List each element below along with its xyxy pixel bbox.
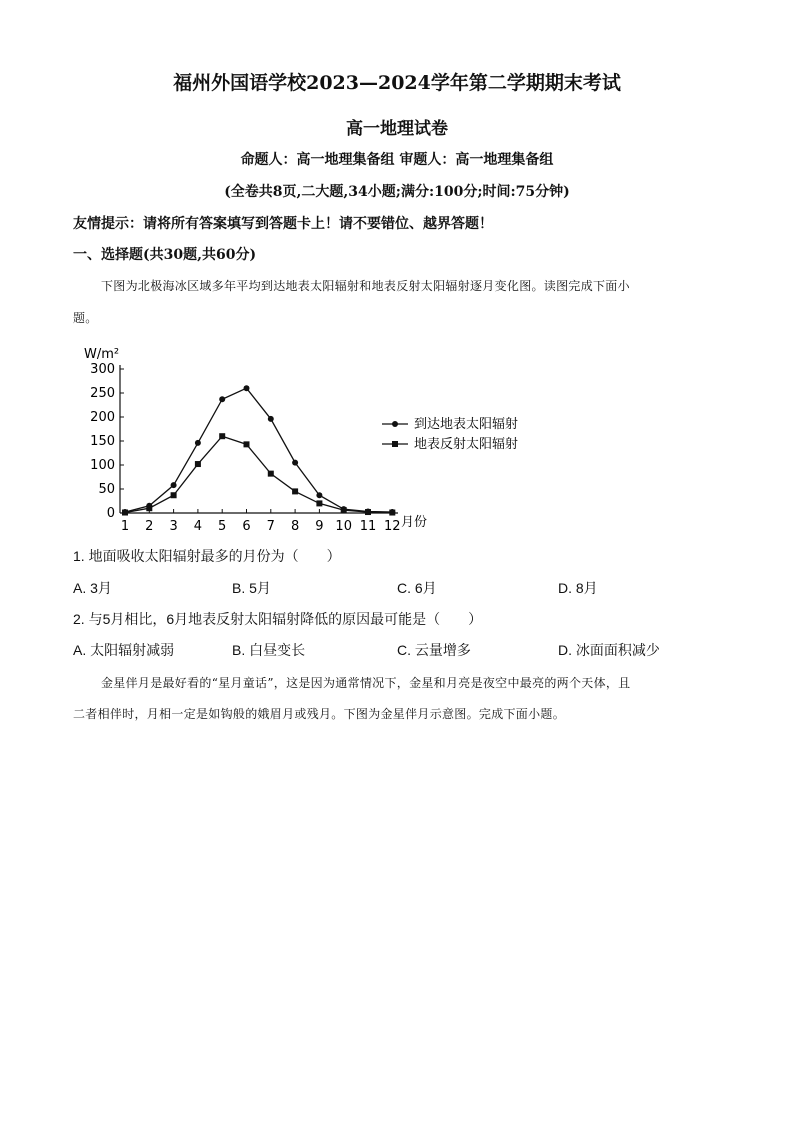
question-1-option-a[interactable]: A. 3月: [73, 580, 112, 596]
data-point-reflect: [268, 471, 274, 477]
question-2-option-b[interactable]: B. 白昼变长: [232, 642, 306, 658]
plot-area: [90, 362, 400, 534]
exam-info: (全卷共8页,二大题,34小题;满分:100分;时间:75分钟): [224, 184, 570, 200]
data-point-arrive: [292, 460, 298, 466]
x-tick-label: 2: [145, 519, 154, 534]
x-tick-label: 1: [120, 519, 130, 534]
question-1-option-b[interactable]: B. 5月: [232, 580, 271, 596]
section-heading: 一、选择题(共30题,共60分): [73, 247, 257, 263]
x-tick-label: 10: [335, 519, 352, 534]
y-tick-label: 300: [90, 362, 115, 377]
legend-label-arrive: 到达地表太阳辐射: [414, 417, 519, 432]
question-2-option-a[interactable]: A. 太阳辐射减弱: [73, 642, 175, 658]
data-point-reflect: [365, 509, 371, 515]
exam-subtitle: 高一地理试卷: [346, 119, 448, 139]
notice-text: 友情提示：请将所有答案填写到答题卡上！请不要错位、越界答题！: [73, 216, 493, 232]
data-point-reflect: [389, 510, 395, 516]
series-arrive-line: [125, 388, 392, 512]
intro1-line2: 题。: [73, 311, 98, 325]
y-tick-label: 250: [90, 386, 115, 401]
question-2-option-c[interactable]: C. 云量增多: [397, 642, 471, 658]
exam-title: 福州外国语学校2023—2024学年第二学期期末考试: [173, 72, 621, 94]
x-tick-label: 5: [218, 519, 227, 534]
x-tick-label: 12: [384, 519, 401, 534]
x-axis-label: 月份: [401, 515, 428, 530]
y-axis-label: W/m²: [84, 347, 120, 362]
y-tick-label: 200: [90, 410, 115, 425]
data-point-arrive: [268, 416, 274, 422]
exam-authors: 命题人：高一地理集备组 审题人：高一地理集备组: [240, 152, 554, 168]
x-tick-label: 7: [266, 519, 275, 534]
x-tick-label: 9: [315, 519, 324, 534]
question-1-option-d[interactable]: D. 8月: [558, 580, 598, 596]
legend-marker-arrive: [392, 421, 398, 427]
y-tick-label: 0: [106, 506, 115, 521]
data-point-arrive: [244, 385, 250, 391]
data-point-arrive: [171, 482, 177, 488]
question-1-option-c[interactable]: C. 6月: [397, 580, 437, 596]
series-reflect-line: [125, 436, 392, 512]
intro1-line1: 下图为北极海冰区域多年平均到达地表太阳辐射和地表反射太阳辐射逐月变化图。读图完成下面小: [101, 279, 630, 293]
data-point-reflect: [171, 492, 177, 498]
legend-marker-reflect: [392, 441, 398, 447]
x-tick-label: 4: [193, 519, 203, 534]
data-point-arrive: [316, 492, 322, 498]
data-point-arrive: [219, 396, 225, 402]
question-2-option-d[interactable]: D. 冰面面积减少: [558, 642, 660, 658]
data-point-reflect: [292, 488, 298, 494]
data-point-reflect: [244, 441, 250, 447]
question-2-stem: 2. 与5月相比，6月地表反射太阳辐射降低的原因最可能是（ ）: [73, 611, 483, 627]
data-point-reflect: [195, 461, 201, 467]
data-point-reflect: [316, 500, 322, 506]
data-point-reflect: [219, 433, 225, 439]
x-tick-label: 3: [169, 519, 178, 534]
y-tick-label: 100: [90, 458, 115, 473]
x-tick-label: 11: [359, 519, 377, 534]
data-point-reflect: [341, 507, 347, 513]
x-tick-label: 8: [290, 519, 300, 534]
y-tick-label: 150: [90, 434, 115, 449]
intro2-line1: 金星伴月是最好看的“星月童话”，这是因为通常情况下，金星和月亮是夜空中最亮的两个天体，且: [101, 676, 631, 690]
x-tick-label: 6: [242, 519, 251, 534]
y-tick-label: 50: [98, 482, 115, 497]
question-1-stem: 1. 地面吸收太阳辐射最多的月份为（ ）: [73, 548, 341, 564]
data-point-reflect: [146, 505, 152, 511]
data-point-arrive: [195, 440, 201, 446]
intro2-line2: 二者相伴时，月相一定是如钩般的娥眉月或残月。下图为金星伴月示意图。完成下面小题。: [73, 707, 566, 721]
chart-legend: [382, 416, 518, 452]
legend-label-reflect: 地表反射太阳辐射: [414, 437, 519, 452]
radiation-chart: [70, 336, 550, 536]
data-point-reflect: [122, 510, 128, 516]
